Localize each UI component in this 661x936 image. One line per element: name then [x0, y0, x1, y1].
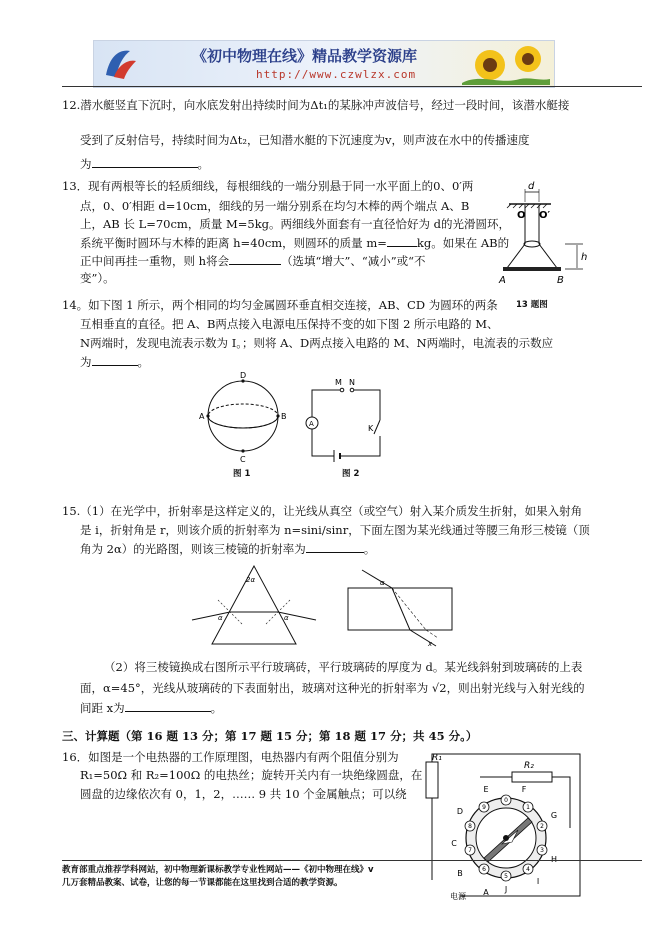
logo-icon [100, 45, 140, 83]
q14-line1: 14。如下图 1 所示，两个相同的均匀金属圆环垂直相交连接，AB、CD 为圆环的两条 [62, 298, 498, 312]
footer [62, 864, 502, 890]
q16-num-9: 9 [482, 804, 486, 811]
q16-num-3: 3 [540, 847, 544, 854]
q14-answer-blank[interactable] [92, 351, 138, 366]
q15-part2-line3-suffix: 。 [210, 701, 223, 715]
q13-fig-d: d [528, 181, 535, 192]
q16-line2: R₁=50Ω 和 R₂=100Ω 的电热丝；旋转开关内有一块绝缘圆盘，在 [80, 768, 423, 782]
q13-line1: 13．现有两根等长的轻质细线，每根细线的一端分别悬于同一水平面上的0、0′两 [62, 179, 474, 193]
q16-num-8: 8 [468, 823, 472, 830]
q15-prism-left: α [218, 614, 223, 622]
q13-line5-a: 正中间再挂一重物，则 h将会 [80, 254, 230, 268]
q16-num-0: 0 [504, 797, 508, 804]
q13-fig-o: O [517, 210, 526, 221]
q16-fig-r2: R₂ [524, 761, 534, 771]
q16-line1: 16．如图是一个电热器的工作原理图，电热器内有两个阻值分别为 [62, 750, 399, 764]
q14-fig1-c: C [240, 455, 246, 464]
q14-fig2-k: K [368, 424, 374, 433]
q16-num-1: 1 [526, 804, 530, 811]
q16-num-7: 7 [468, 847, 472, 854]
q14-fig2-ammeter: A [309, 420, 314, 428]
q13-line3: 上，AB 长 L=70cm，质量 M=5kg。两细线外面套有一直径恰好为 d的光滑圆环， [80, 217, 511, 231]
q14-figure2 [302, 376, 392, 466]
q15-prism-apex: 2α [246, 576, 256, 584]
q13-figure [495, 178, 605, 288]
q16-letter-j: J [504, 885, 508, 894]
q13-line4-a: 系统平衡时圆环与木棒的距离 h=40cm，则圆环的质量 m= [80, 236, 387, 250]
q14-line4-prefix: 为 [80, 355, 92, 369]
q12-answer-blank[interactable] [92, 153, 198, 168]
q13-fig-h: h [581, 252, 588, 263]
q16-num-2: 2 [540, 823, 544, 830]
q13-line5-b: （选填“增大”、“减小”或“不 [281, 254, 426, 268]
q14-fig1-caption: 图 1 [233, 469, 251, 479]
q15-prism-figure [188, 560, 318, 650]
footer-line2: 几万套精品教案、试卷，让您的每一节课都能在这里找到合适的教学资源。 [62, 878, 343, 888]
section3-title: 三、计算题（第 16 题 13 分；第 17 题 15 分；第 18 题 17 分；共 45 分。） [62, 729, 478, 743]
q12-line3-prefix: 为 [80, 157, 92, 171]
q14-fig2-caption: 图 2 [342, 469, 360, 479]
q13-mass-blank[interactable] [387, 232, 417, 247]
banner-url: http://www.czwlzx.com [256, 68, 417, 81]
q16-letter-b: B [457, 869, 463, 878]
q16-letter-e: E [483, 785, 489, 794]
q16-letter-i: I [536, 877, 540, 886]
q15-part2-line3 [80, 697, 222, 718]
header-banner [93, 40, 555, 88]
header-rule [62, 86, 642, 87]
q13-line4-b: kg。如果在 AB的 [416, 236, 510, 250]
q16-letter-c: C [451, 839, 457, 848]
q13-line2: 点，0、0′相距 d=10cm，细线的另一端分别系在均匀木棒的两个端点 A、B [80, 199, 470, 213]
q14-fig2-n: N [349, 378, 355, 387]
q16-letter-h: H [550, 855, 558, 864]
q16-line3: 圆盘的边缘依次有 0，1，2，…… 9 共 10 个金属触点；可以绕 [80, 787, 407, 801]
q13-caption: 13 题图 [516, 300, 548, 310]
q16-fig-r1: R₁ [432, 753, 442, 763]
q15-glass-alpha: α [380, 579, 385, 587]
sunflower-icon [460, 43, 550, 85]
q15-line3 [80, 538, 375, 559]
q14-fig2-m: M [335, 378, 342, 387]
q13-line6: 变”）。 [80, 271, 115, 285]
q16-letter-g: G [550, 811, 558, 820]
q15-line1: 15.（1）在光学中，折射率是这样定义的，让光线从真空（或空气）射入某介质发生折射，如果入射角 [62, 504, 583, 518]
q16-num-4: 4 [526, 866, 530, 873]
q12-line3 [80, 152, 209, 177]
q13-line5 [80, 250, 425, 271]
q15-glass-x: x [428, 640, 433, 648]
q16-fig-source: 电源 [450, 892, 466, 900]
q14-line4 [80, 351, 149, 372]
q14-line4-suffix: 。 [137, 355, 149, 369]
q13-fig-b: B [557, 275, 564, 286]
q15-part2-line3-prefix: 间距 x为 [80, 701, 125, 715]
q15-line2: 是 i，折射角是 r，则该介质的折射率为 n=sini/sinr，下面左图为某光线通过等腰三角形三棱镜（顶 [80, 523, 590, 537]
q14-figure1 [198, 372, 298, 472]
q14-line2: 互相垂直的直径。把 A、B两点接入电源电压保持不变的如下图 2 所示电路的 M、 [80, 317, 499, 331]
q15-prism-right: α [284, 614, 289, 622]
q12-line3-suffix: 。 [197, 157, 209, 171]
banner-title: 《初中物理在线》精品教学资源库 [192, 47, 418, 65]
q16-letter-a: A [483, 888, 489, 897]
q16-num-5: 5 [504, 873, 508, 880]
q14-fig1-d: D [240, 372, 247, 380]
q13-h-blank[interactable] [229, 250, 281, 265]
q15-part2-line1: （2）将三棱镜换成右图所示平行玻璃砖，平行玻璃砖的厚度为 d。某光线斜射到玻璃砖的上表 [104, 660, 583, 674]
q12-line2: 受到了反射信号，持续时间为Δt₂，已知潜水艇的下沉速度为v，则声波在水中的传播速度 [80, 133, 530, 147]
q12-line1: 12.潜水艇竖直下沉时，向水底发射出持续时间为Δt₁的某脉冲声波信号，经过一段时间，该潜水艇接 [62, 98, 570, 112]
q13-fig-o2: O′ [539, 210, 551, 221]
q15-part2-line2: 面，α=45°，光线从玻璃砖的下表面射出，玻璃对这种光的折射率为 √2，则出射光线与入射光线的 [80, 681, 585, 695]
footer-rule [62, 860, 642, 861]
q16-num-6: 6 [482, 866, 486, 873]
q15-line3-b: 。 [363, 542, 376, 556]
q15-distance-blank[interactable] [125, 697, 211, 712]
q14-fig1-b: B [281, 412, 287, 421]
q14-line3: N两端时，发现电流表示数为 I。；则将 A、D两点接入电路的 M、N两端时，电流表的示数应 [80, 336, 554, 350]
q13-fig-a: A [499, 275, 506, 286]
q15-line3-a: 角为 2α）的光路图，则该三棱镜的折射率为 [80, 542, 306, 556]
q14-fig1-a: A [199, 412, 205, 421]
q16-letter-d: D [456, 807, 464, 816]
q15-glass-figure [340, 564, 460, 650]
q15-index-blank[interactable] [306, 538, 364, 553]
footer-line1: 教育部重点推荐学科网站，初中物理新课标教学专业性网站——《初中物理在线》v [62, 865, 374, 875]
q16-letter-f: F [521, 785, 527, 794]
